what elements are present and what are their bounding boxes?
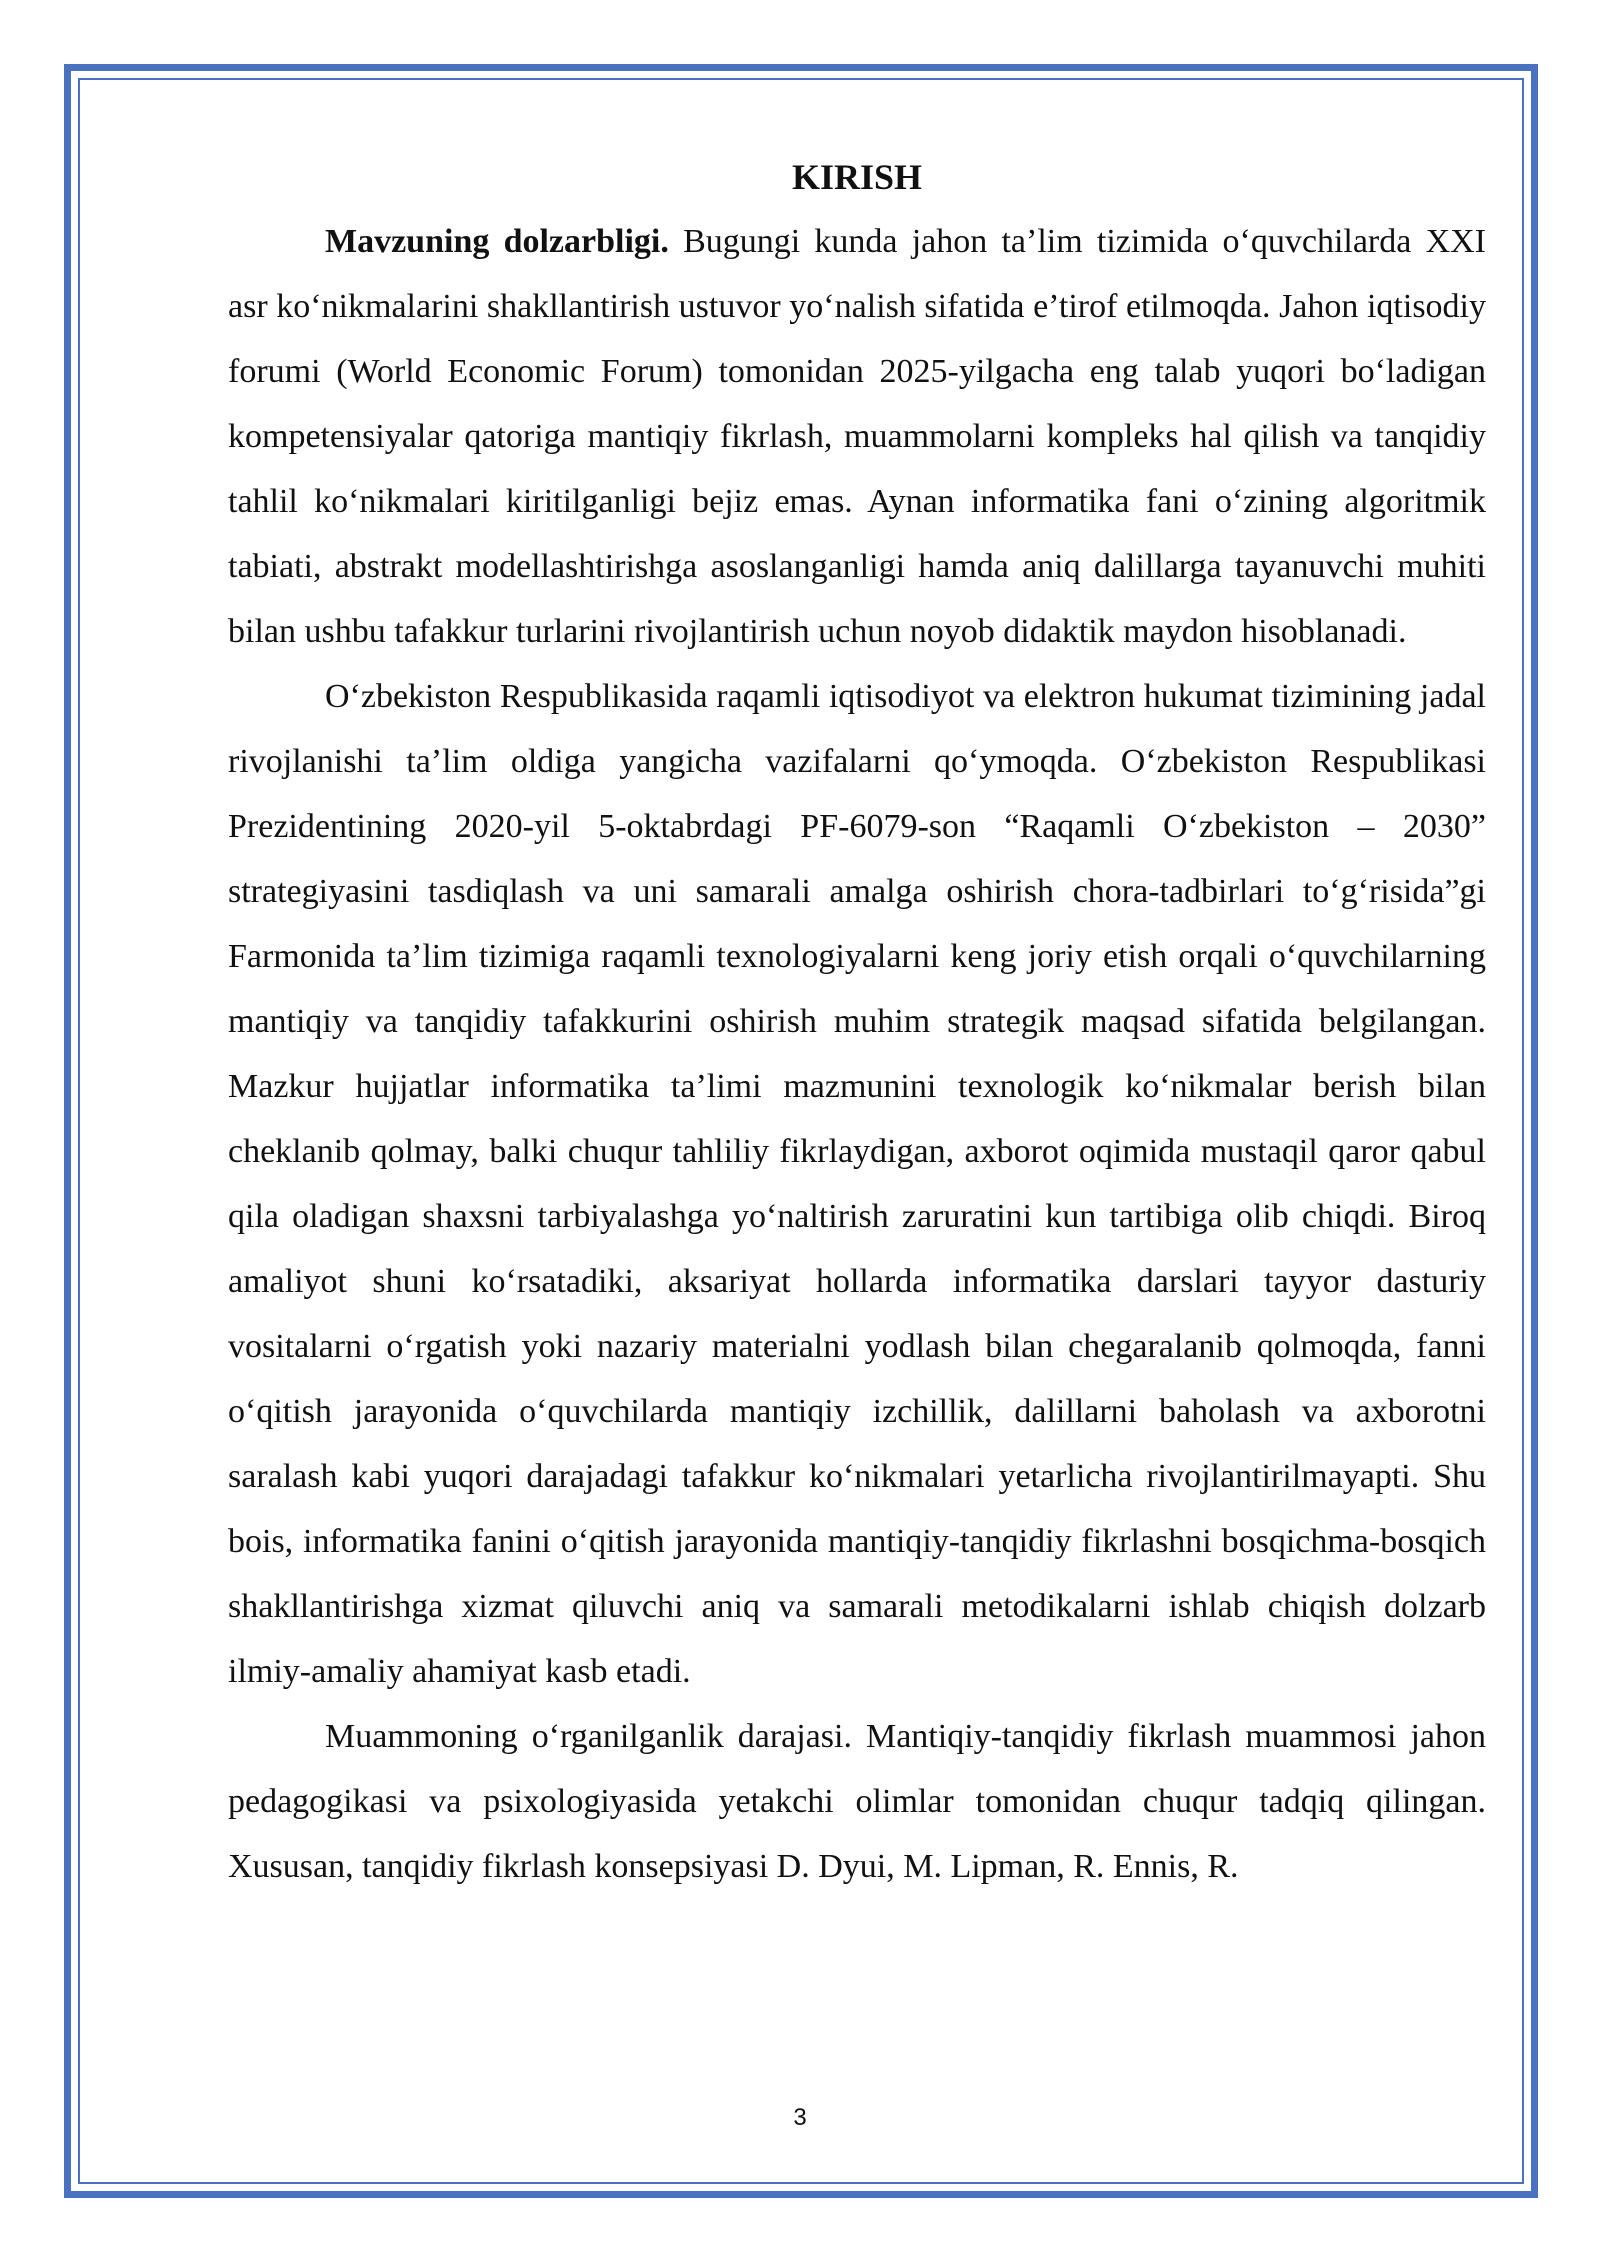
paragraph-research-level: Muammoning o‘rganilganlik darajasi. Mantiqiy-tanqidiy fikrlash muammosi jahon pedagogikasi va psixologiyasida yetakchi olimlar tomonidan chuqur tadqiq qilingan. Xususan, tanqidiy fikrlash konsepsiyasi D. Dyui, M. Lipman, R. Ennis, R. (228, 1718, 1486, 1885)
paragraph-uzbekistan-policy: O‘zbekiston Respublikasida raqamli iqtisodiyot va elektron hukumat tizimining jadal rivojlanishi ta’lim oldiga yangicha vazifalarni qo‘ymoqda. O‘zbekiston Respublikasi Prezidentining 2020-yil 5-oktabrdagi PF-6079-son “Raqamli O‘zbekiston – 2030” strategiyasini tasdiqlash va uni samarali amalga oshirish chora-tadbirlari to‘g‘risida”gi Farmonida ta’lim tizimiga raqamli texnologiyalarni keng joriy etish orqali o‘quvchilarning mantiqiy va tanqidiy tafakkurini oshirish muhim strategik maqsad sifatida belgilangan. Mazkur hujjatlar informatika ta’limi mazmunini texnologik ko‘nikmalar berish bilan cheklanib qolmay, balki chuqur tahliliy fikrlaydigan, axborot oqimida mustaqil qaror qabul qila oladigan shaxsni tarbiyalashga yo‘naltirish zaruratini kun tartibiga olib chiqdi. Biroq amaliyot shuni ko‘rsatadiki, aksariyat hollarda informatika darslari tayyor dasturiy vositalarni o‘rgatish yoki nazariy materialni yodlash bilan chegaralanib qolmoqda, fanni o‘qitish jarayonida o‘quvchilarda mantiqiy izchillik, dalillarni baholash va axborotni saralash kabi yuqori darajadagi tafakkur ko‘nikmalari yetarlicha rivojlantirilmayapti. Shu bois, informatika fanini o‘qitish jarayonida mantiqiy-tanqidiy fikrlashni bosqichma-bosqich shakllantirishga xizmat qiluvchi aniq va samarali metodikalarni ishlab chiqish dolzarb ilmiy-amaliy ahamiyat kasb etadi. (228, 678, 1486, 1690)
paragraph-relevance (228, 209, 1486, 664)
paragraph-text: Bugungi kunda jahon ta’lim tizimida o‘quvchilarda XXI asr ko‘nikmalarini shakllantirish ustuvor yo‘nalish sifatida e’tirof etilmoqda. Jahon iqtisodiy forumi (World Economic Forum) tomonidan 2025-yilgacha eng talab yuqori bo‘ladigan kompetensiyalar qatoriga mantiqiy fikrlash, muammolarni kompleks hal qilish va tanqidiy tahlil ko‘nikmalari kiritilganligi bejiz emas. Aynan informatika fani o‘zining algoritmik tabiati, abstrakt modellashtirishga asoslanganligi hamda aniq dalillarga tayanuvchi muhiti bilan ushbu tafakkur turlarini rivojlantirish uchun noyob didaktik maydon hisoblanadi. (228, 223, 1486, 650)
page-number: 3 (793, 2104, 807, 2131)
document-body (228, 145, 1486, 1899)
section-title: KIRISH (791, 157, 923, 197)
paragraph-lead-heading: Mavzuning dolzarbligi. (325, 223, 669, 260)
